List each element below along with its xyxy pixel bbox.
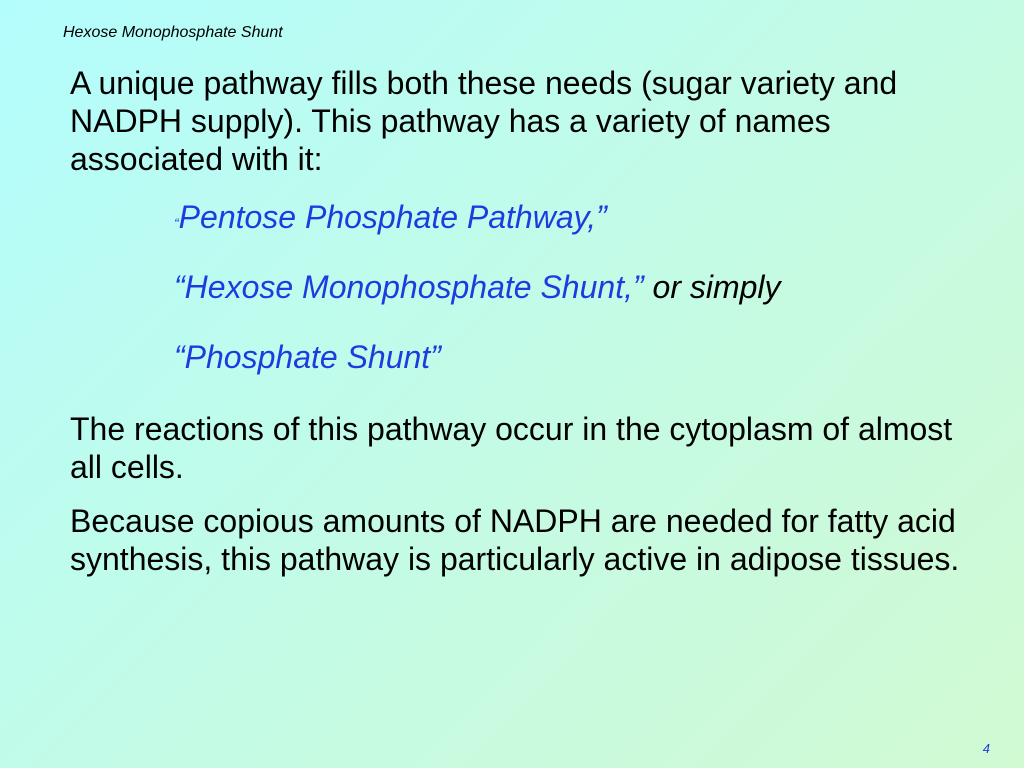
- slide-header: Hexose Monophosphate Shunt: [63, 24, 283, 41]
- pathway-name-2-suffix: or simply: [643, 269, 781, 305]
- slide-body: [70, 64, 970, 578]
- adipose-paragraph: Because copious amounts of NADPH are needed for fatty acid synthesis, this pathway is particularly active in adipose tissues.: [70, 503, 960, 577]
- pathway-name-1-text: Pentose Phosphate Pathway,”: [178, 199, 607, 235]
- pathway-name-1: [174, 198, 970, 236]
- pathway-name-3: [174, 338, 970, 376]
- pathway-name-2: [174, 268, 970, 306]
- pathway-name-2-text: “Hexose Monophosphate Shunt,”: [174, 269, 644, 305]
- page-number: 4: [982, 741, 990, 756]
- open-quote: “: [174, 215, 179, 231]
- pathway-name-3-text: “Phosphate Shunt”: [174, 339, 441, 375]
- location-paragraph: The reactions of this pathway occur in the cytoplasm of almost all cells.: [70, 411, 953, 485]
- intro-paragraph: A unique pathway fills both these needs (sugar variety and NADPH supply). This pathway has a variety of names associated with it:: [70, 65, 898, 177]
